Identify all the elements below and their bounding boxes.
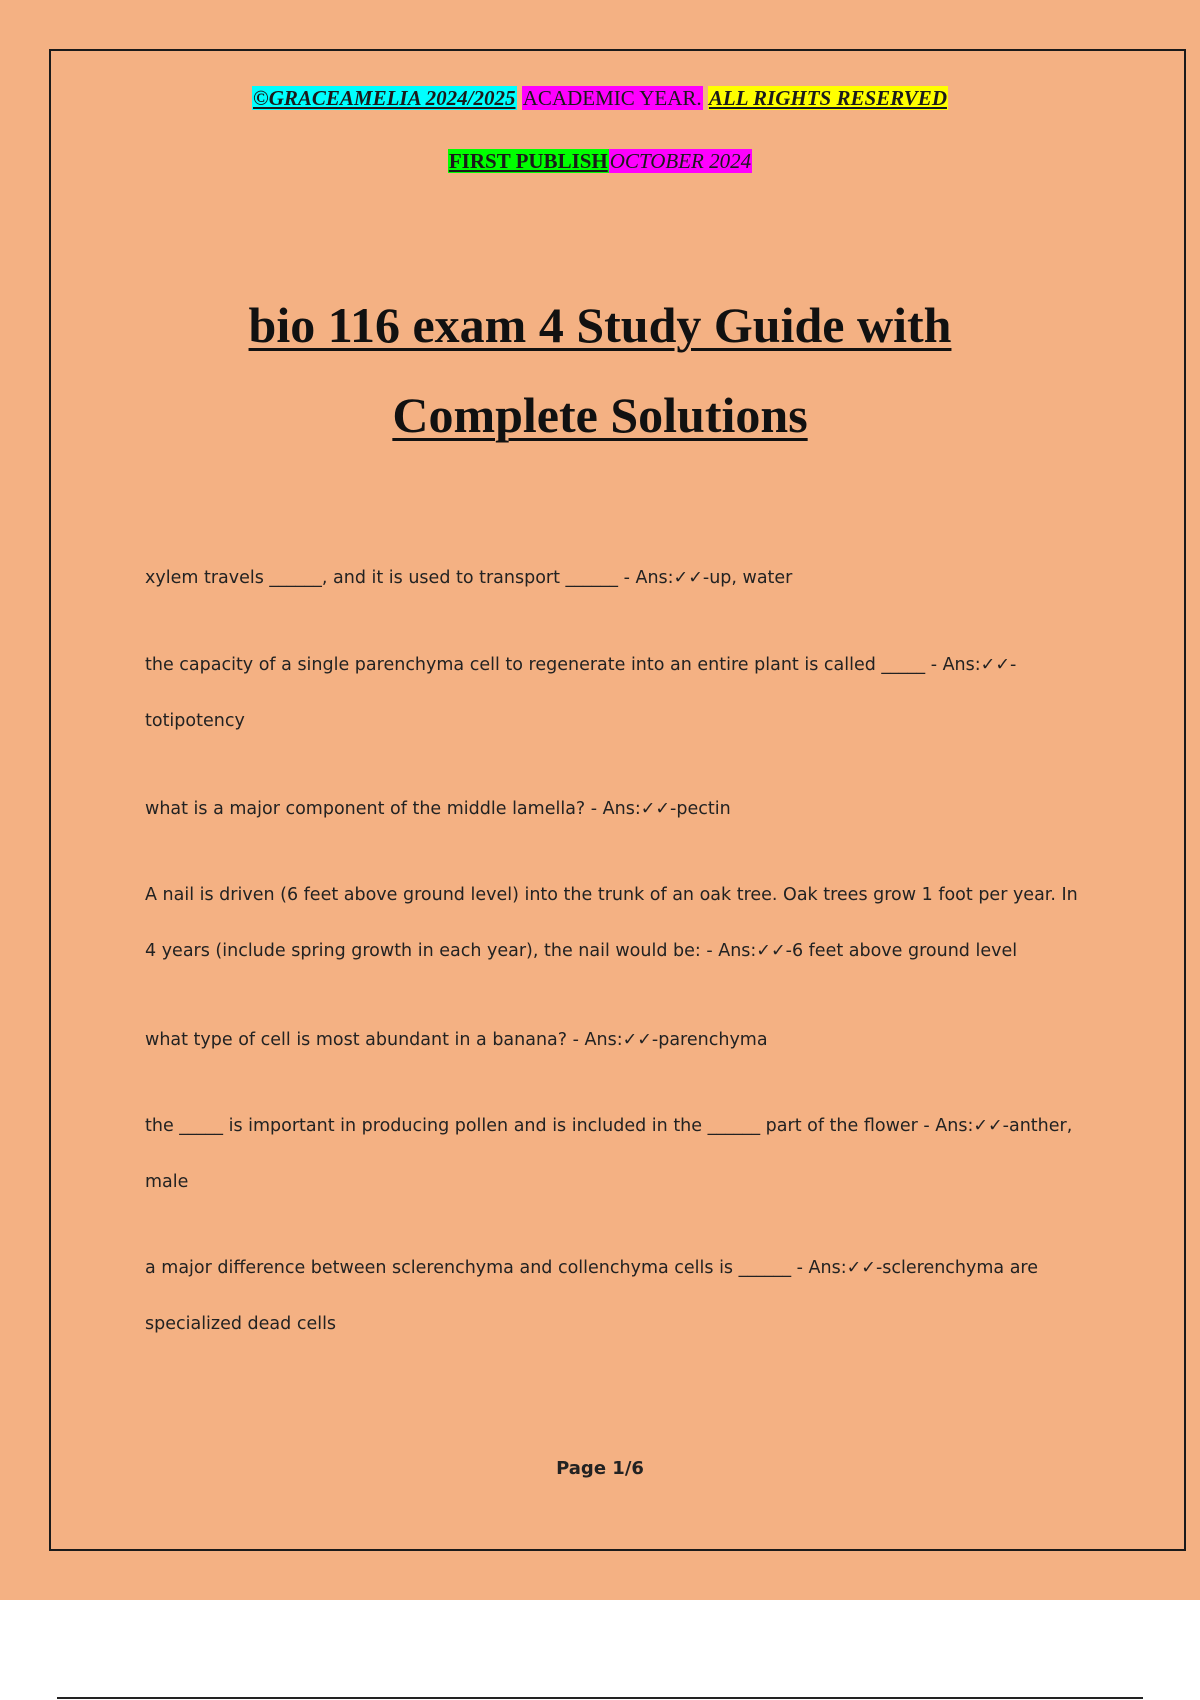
copyright-text: ©GRACEAMELIA 2024/2025: [253, 86, 516, 110]
bottom-divider: [57, 1697, 1143, 1699]
academic-year-text: ACADEMIC YEAR.: [522, 86, 702, 110]
document-title: [0, 280, 1200, 460]
first-publish-text: FIRST PUBLISH: [448, 149, 608, 173]
page-number: Page 1/6: [556, 1458, 644, 1479]
title-line-2: Complete Solutions: [392, 387, 808, 443]
question-item: A nail is driven (6 feet above ground level) into the trunk of an oak tree. Oak trees grow 1 foot per year. In 4 years (include spring growth in each year), the nail would be: - Ans:✓✓-6 feet above ground level: [145, 885, 1078, 961]
title-line-1: bio 116 exam 4 Study Guide with: [248, 297, 952, 353]
question-item: a major difference between sclerenchyma and collenchyma cells is ______ - Ans:✓✓-sclerenchyma are specialized dead cells: [145, 1258, 1039, 1334]
question-item: what type of cell is most abundant in a banana? - Ans:✓✓-parenchyma: [145, 1030, 768, 1050]
question-item: what is a major component of the middle lamella? - Ans:✓✓-pectin: [145, 799, 731, 819]
rights-reserved-text: ALL RIGHTS RESERVED: [708, 86, 947, 110]
question-item: xylem travels ______, and it is used to transport ______ - Ans:✓✓-up, water: [145, 568, 793, 588]
copyright-header: [0, 85, 1200, 111]
publish-date-text: OCTOBER 2024: [609, 149, 752, 173]
question-item: the capacity of a single parenchyma cell to regenerate into an entire plant is called _____ - Ans:✓✓-totipotency: [145, 655, 1017, 731]
publish-header: [0, 148, 1200, 174]
question-item: the _____ is important in producing pollen and is included in the ______ part of the flower - Ans:✓✓-anther, male: [145, 1116, 1073, 1192]
